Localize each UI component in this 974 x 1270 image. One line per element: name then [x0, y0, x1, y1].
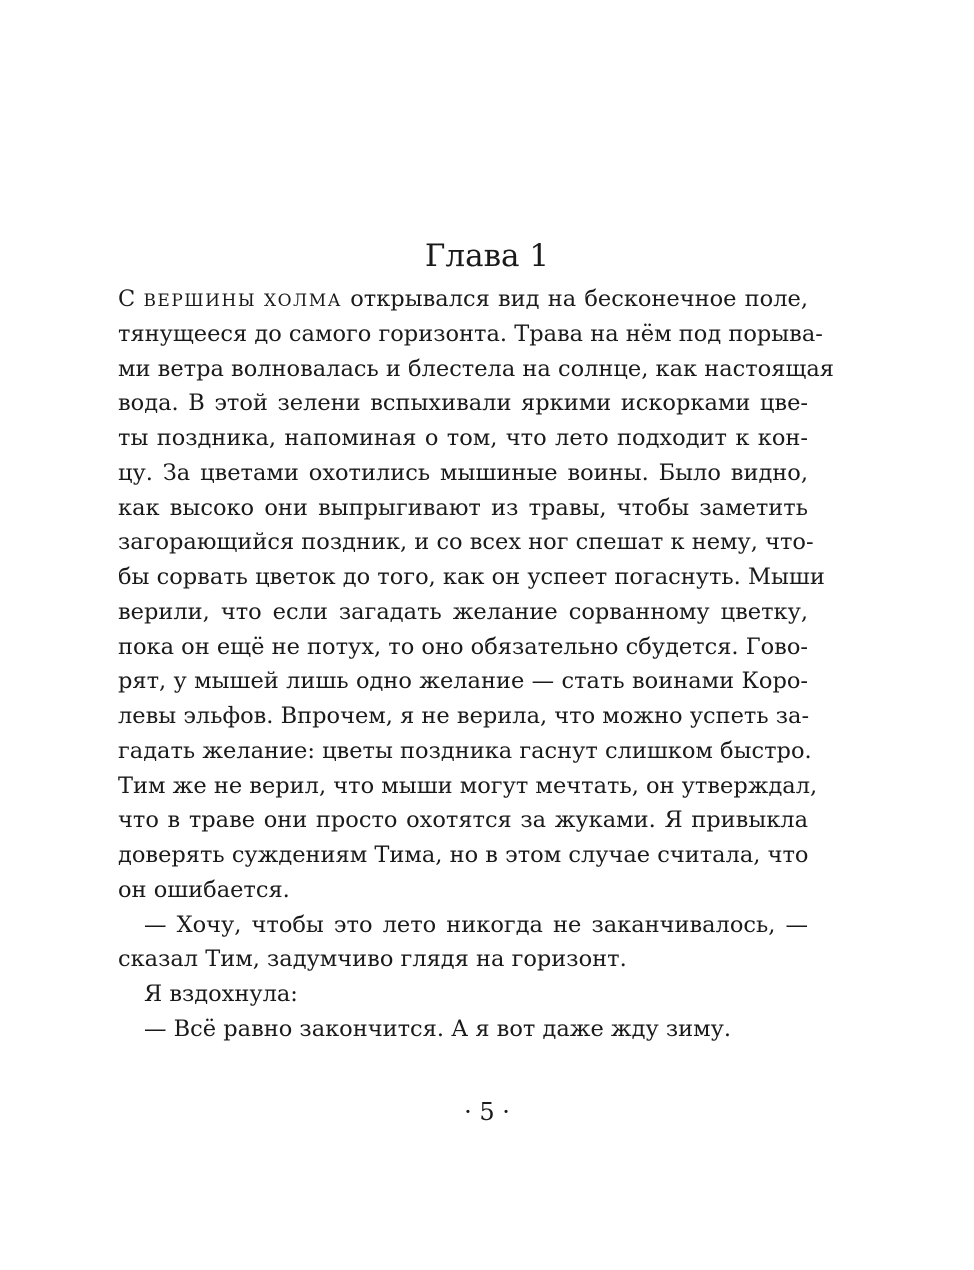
text-line: пока он ещё не потух, то оно обязательно сбудется. Гово-	[118, 633, 808, 660]
body-text	[118, 282, 834, 1047]
text-line: бы сорвать цветок до того, как он успеет погаснуть. Мыши	[118, 564, 825, 590]
text-line	[118, 282, 808, 317]
line-lead: С	[118, 286, 144, 312]
text-line: тянущееся до самого горизонта. Трава на нём под порыва-	[118, 320, 823, 347]
text-line: гадать желание: цветы поздника гаснут слишком быстро.	[118, 737, 812, 764]
text-line: как высоко они выпрыгивают из травы, чтобы заметить	[118, 494, 808, 521]
text-line: загорающийся поздник, и со всех ног спешат к нему, что-	[118, 529, 814, 556]
line-rest: открывался вид на бесконечное поле,	[342, 286, 808, 312]
page-number: · 5 ·	[464, 1098, 510, 1126]
text-line: рят, у мышей лишь одно желание — стать воинами Коро-	[118, 668, 808, 695]
text-line: доверять суждениям Тима, но в этом случае считала, что	[118, 842, 809, 868]
text-line: Тим же не верил, что мыши могут мечтать, он утверждал,	[118, 772, 818, 799]
text-line: он ошибается.	[118, 876, 290, 903]
text-line: цу. За цветами охотились мышиные воины. Было видно,	[118, 459, 808, 486]
dialogue-line: — Всё равно закончится. А я вот даже жду зиму.	[144, 1015, 732, 1042]
text-line: что в траве они просто охотятся за жуками. Я привыкла	[118, 807, 808, 834]
text-line: Я вздохнула:	[144, 981, 298, 1007]
text-line: сказал Тим, задумчиво глядя на горизонт.	[118, 946, 627, 973]
chapter-title: Глава 1	[424, 238, 550, 274]
text-line: верили, что если загадать желание сорванному цветку,	[118, 598, 808, 625]
text-line: ты поздника, напоминая о том, что лето подходит к кон-	[118, 425, 808, 451]
text-line: вода. В этой зелени вспыхивали яркими искорками цве-	[118, 390, 808, 417]
dialogue-line: — Хочу, чтобы это лето никогда не заканчивалось, —	[144, 911, 808, 938]
text-line: ми ветра волновалась и блестела на солнце, как настоящая	[118, 355, 834, 382]
small-caps-lead: ВЕРШИНЫ ХОЛМА	[143, 291, 343, 311]
text-line: левы эльфов. Впрочем, я не верила, что можно успеть за-	[118, 703, 810, 729]
